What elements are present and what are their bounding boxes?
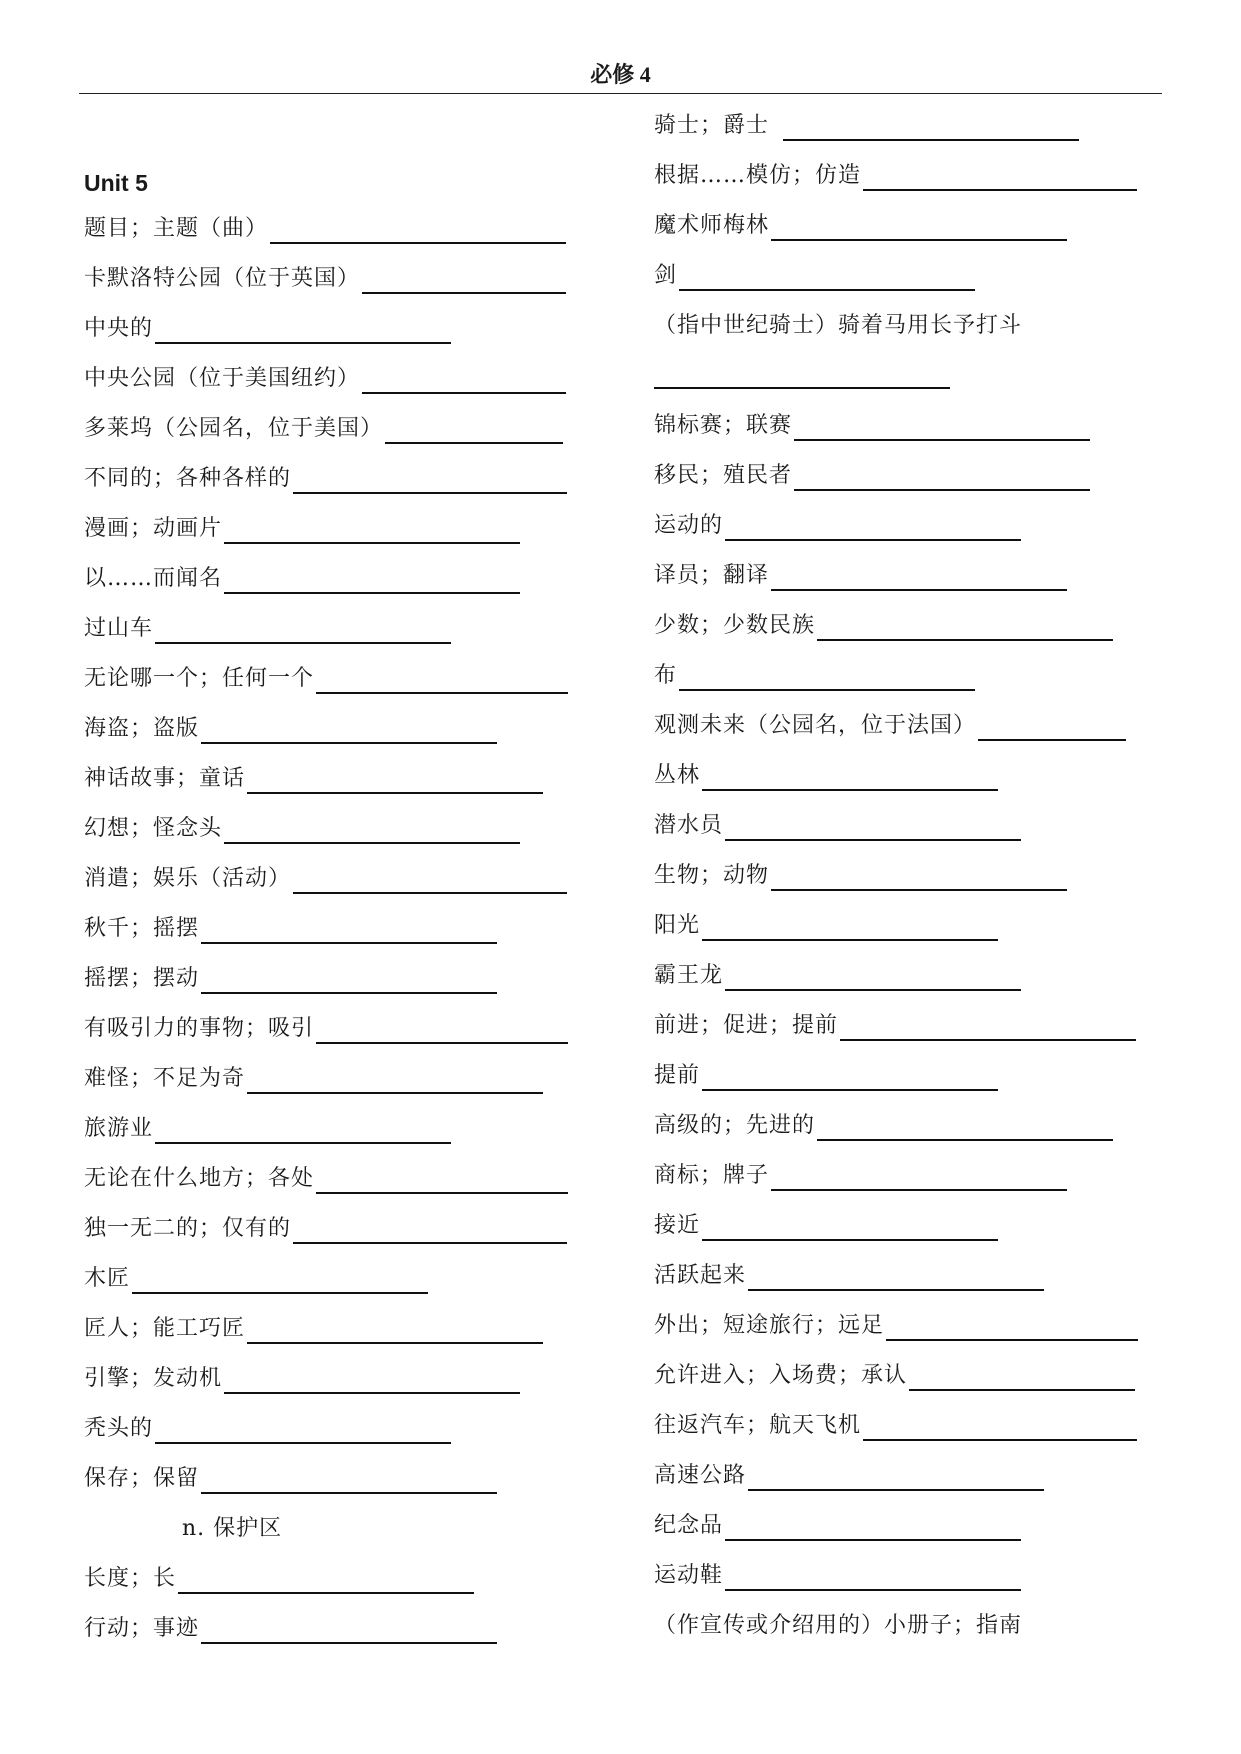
answer-blank[interactable] xyxy=(201,966,497,994)
answer-blank[interactable] xyxy=(725,1513,1021,1541)
vocab-item: 无论在什么地方；各处 xyxy=(84,1164,568,1194)
vocab-item: 长度；长 xyxy=(84,1564,474,1594)
answer-blank[interactable] xyxy=(679,263,975,291)
vocab-item: 前进；促进；提前 xyxy=(654,1011,1136,1041)
vocab-item: 中央公园（位于美国纽约） xyxy=(84,364,566,394)
answer-blank[interactable] xyxy=(725,963,1021,991)
answer-blank[interactable] xyxy=(748,1263,1044,1291)
answer-blank[interactable] xyxy=(840,1013,1136,1041)
vocab-item: 观测未来（公园名，位于法国） xyxy=(654,711,1126,741)
answer-blank[interactable] xyxy=(224,816,520,844)
answer-blank[interactable] xyxy=(794,463,1090,491)
answer-blank[interactable] xyxy=(771,563,1067,591)
vocab-item: 卡默洛特公园（位于英国） xyxy=(84,264,566,294)
answer-blank[interactable] xyxy=(702,1063,998,1091)
answer-blank[interactable] xyxy=(886,1313,1138,1341)
answer-blank[interactable] xyxy=(702,913,998,941)
answer-blank[interactable] xyxy=(293,866,567,894)
vocab-item: 不同的；各种各样的 xyxy=(84,464,567,494)
answer-blank[interactable] xyxy=(155,1116,451,1144)
vocab-item: 匠人；能工巧匠 xyxy=(84,1314,543,1344)
vocab-item: 潜水员 xyxy=(654,811,1021,841)
answer-blank[interactable] xyxy=(316,666,568,694)
vocab-item: 布 xyxy=(654,661,975,691)
answer-blank[interactable] xyxy=(817,613,1113,641)
vocab-item: 消遣；娱乐（活动） xyxy=(84,864,567,894)
answer-blank[interactable] xyxy=(654,361,950,389)
answer-blank[interactable] xyxy=(247,1066,543,1094)
vocab-item: 有吸引力的事物；吸引 xyxy=(84,1014,568,1044)
vocab-item: 题目；主题（曲） xyxy=(84,214,566,244)
vocab-subitem: n. 保护区 xyxy=(182,1516,283,1541)
vocab-item: 幻想；怪念头 xyxy=(84,814,520,844)
vocab-item: 摇摆；摆动 xyxy=(84,964,497,994)
answer-blank[interactable] xyxy=(863,1413,1137,1441)
answer-blank[interactable] xyxy=(224,516,520,544)
answer-blank[interactable] xyxy=(725,1563,1021,1591)
answer-blank[interactable] xyxy=(201,916,497,944)
answer-blank[interactable] xyxy=(247,766,543,794)
answer-blank[interactable] xyxy=(362,366,566,394)
answer-blank[interactable] xyxy=(783,113,1079,141)
answer-blank[interactable] xyxy=(702,1213,998,1241)
vocab-item: 商标；牌子 xyxy=(654,1161,1067,1191)
answer-blank[interactable] xyxy=(362,266,566,294)
vocab-item: 运动鞋 xyxy=(654,1561,1021,1591)
answer-blank[interactable] xyxy=(270,216,566,244)
vocab-item: 以……而闻名 xyxy=(84,564,520,594)
vocab-item: 运动的 xyxy=(654,511,1021,541)
vocab-item: 外出；短途旅行；远足 xyxy=(654,1311,1138,1341)
answer-blank[interactable] xyxy=(316,1016,568,1044)
answer-blank[interactable] xyxy=(155,316,451,344)
answer-blank[interactable] xyxy=(178,1566,474,1594)
vocab-item: 锦标赛；联赛 xyxy=(654,411,1090,441)
vocab-item: 接近 xyxy=(654,1211,998,1241)
answer-blank[interactable] xyxy=(978,713,1126,741)
vocab-item: 中央的 xyxy=(84,314,451,344)
vocab-item: 无论哪一个；任何一个 xyxy=(84,664,568,694)
answer-blank[interactable] xyxy=(863,163,1137,191)
answer-blank[interactable] xyxy=(794,413,1090,441)
vocab-item: 骑士；爵士 xyxy=(654,111,1079,141)
answer-blank[interactable] xyxy=(201,1466,497,1494)
vocab-item: 引擎；发动机 xyxy=(84,1364,520,1394)
answer-blank[interactable] xyxy=(247,1316,543,1344)
vocab-item: 过山车 xyxy=(84,614,451,644)
vocab-item: 往返汽车；航天飞机 xyxy=(654,1411,1137,1441)
answer-blank[interactable] xyxy=(771,213,1067,241)
answer-blank[interactable] xyxy=(293,466,567,494)
vocab-item-continuation xyxy=(654,361,950,389)
unit-heading: Unit 5 xyxy=(84,170,148,196)
vocab-item: 译员；翻译 xyxy=(654,561,1067,591)
vocab-item: 独一无二的；仅有的 xyxy=(84,1214,567,1244)
vocab-item: 难怪；不足为奇 xyxy=(84,1064,543,1094)
answer-blank[interactable] xyxy=(702,763,998,791)
vocab-item: 生物；动物 xyxy=(654,861,1067,891)
vocab-item: 木匠 xyxy=(84,1264,428,1294)
vocab-item: 保存；保留 xyxy=(84,1464,497,1494)
vocab-item: 少数；少数民族 xyxy=(654,611,1113,641)
vocab-item: 秃头的 xyxy=(84,1414,451,1444)
vocab-item: 行动；事迹 xyxy=(84,1614,497,1644)
answer-blank[interactable] xyxy=(224,1366,520,1394)
vocab-item: 秋千；摇摆 xyxy=(84,914,497,944)
answer-blank[interactable] xyxy=(155,1416,451,1444)
vocab-item: 多莱坞（公园名，位于美国） xyxy=(84,414,563,444)
answer-blank[interactable] xyxy=(725,813,1021,841)
vocab-item: 漫画；动画片 xyxy=(84,514,520,544)
vocab-item: 魔术师梅林 xyxy=(654,211,1067,241)
answer-blank[interactable] xyxy=(155,616,451,644)
vocab-item: 海盗；盗版 xyxy=(84,714,497,744)
vocab-item: 高速公路 xyxy=(654,1461,1044,1491)
vocab-item: 移民；殖民者 xyxy=(654,461,1090,491)
answer-blank[interactable] xyxy=(132,1266,428,1294)
page-header: 必修 4 xyxy=(590,62,651,87)
answer-blank[interactable] xyxy=(679,663,975,691)
vocab-item: 提前 xyxy=(654,1061,998,1091)
answer-blank[interactable] xyxy=(725,513,1021,541)
vocab-item: 阳光 xyxy=(654,911,998,941)
header-rule xyxy=(79,93,1162,94)
vocab-item: 纪念品 xyxy=(654,1511,1021,1541)
answer-blank[interactable] xyxy=(201,716,497,744)
answer-blank[interactable] xyxy=(748,1463,1044,1491)
vocab-item: 活跃起来 xyxy=(654,1261,1044,1291)
vocab-item: 旅游业 xyxy=(84,1114,451,1144)
answer-blank[interactable] xyxy=(201,1616,497,1644)
answer-blank[interactable] xyxy=(316,1166,568,1194)
answer-blank[interactable] xyxy=(909,1363,1135,1391)
answer-blank[interactable] xyxy=(224,566,520,594)
vocab-item: 根据……模仿；仿造 xyxy=(654,161,1137,191)
vocab-item: 剑 xyxy=(654,261,975,291)
answer-blank[interactable] xyxy=(293,1216,567,1244)
vocab-item: 神话故事；童话 xyxy=(84,764,543,794)
answer-blank[interactable] xyxy=(385,416,563,444)
vocab-item: 允许进入；入场费；承认 xyxy=(654,1361,1135,1391)
answer-blank[interactable] xyxy=(771,863,1067,891)
vocab-item: （指中世纪骑士）骑着马用长予打斗 xyxy=(654,313,1023,338)
vocab-item: 高级的；先进的 xyxy=(654,1111,1113,1141)
answer-blank[interactable] xyxy=(771,1163,1067,1191)
vocab-item: 丛林 xyxy=(654,761,998,791)
answer-blank[interactable] xyxy=(817,1113,1113,1141)
vocab-item: （作宣传或介绍用的）小册子；指南 xyxy=(654,1613,1023,1638)
vocab-item: 霸王龙 xyxy=(654,961,1021,991)
